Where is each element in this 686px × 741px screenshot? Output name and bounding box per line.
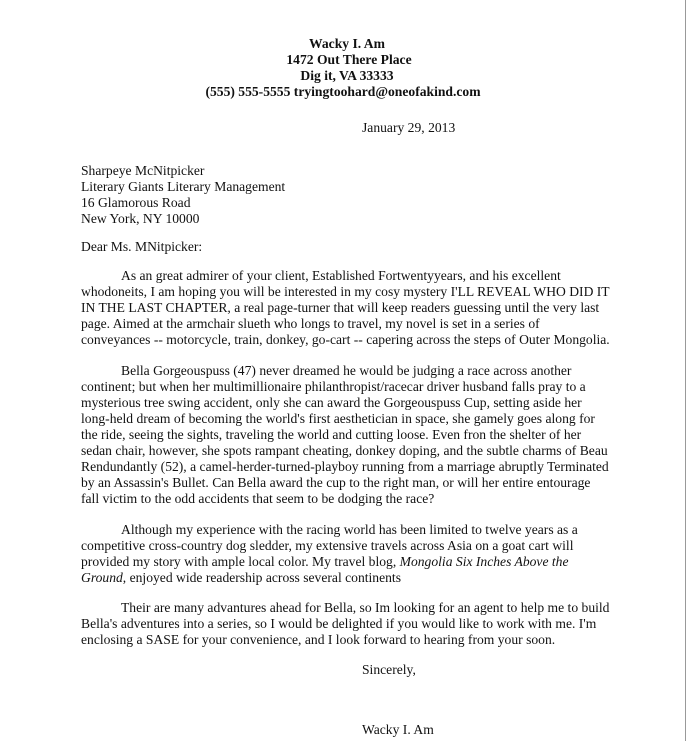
paragraph-closing: Their are many advantures ahead for Bella, so Im looking for an agent to help me to build Bella's adventures into a series, so I would be delighted if you would like to work with me. I'm enclosing a SASE for your convenience, and I look forward to hearing from your soon. (81, 600, 610, 647)
paragraph-synopsis: Bella Gorgeouspuss (47) never dreamed he would be judging a race across another continent; but when her multimillionaire philanthropist/racecar driver husband falls pray to a mysterious tree swing accident, only she can award the Gorgeouspuss Cup, setting aside her long-held dream of becoming the world's first aesthetician in space, she gamely goes along for the ride, seeing the sights, traveling the world and cutting loose. Even fron the shelter of her sedan chair, however, she spots rampant cheating, donkey doping, and the subtle charms of Beau Rendundantly (52), a camel-herder-turned-playboy running from a marriage abruptly Terminated by an Assassin's Bullet. Can Bella award the cup to the right man, or will her entire entourage fall victim to the odd accidents that seem to be dodging the race? (81, 363, 609, 506)
paragraph-intro (81, 268, 611, 348)
blog-title: Mongolia Six Inches Above the Ground (81, 554, 569, 585)
complimentary-close: Sincerely, (362, 662, 416, 677)
sender-street: 1472 Out There Place (286, 52, 412, 67)
recipient-address (81, 163, 285, 227)
recipient-city-state-zip: New York, NY 10000 (81, 211, 200, 226)
sender-city-state-zip: Dig it, VA 33333 (300, 68, 394, 83)
signature-name: Wacky I. Am (362, 722, 434, 737)
paragraph-bio (81, 522, 611, 586)
sender-name: Wacky I. Am (309, 36, 385, 51)
book-title: I'LL REVEAL WHO DID IT IN THE LAST CHAPTER (81, 284, 610, 315)
paragraph-bio-text: Although my experience with the racing world has been limited to twelve years as a competitive cross-country dog sledder, my extensive travels across Asia on a goat cart will provided my story with ample local color. My travel blog, (81, 522, 578, 569)
recipient-company: Literary Giants Literary Management (81, 179, 286, 194)
recipient-name: Sharpeye McNitpicker (81, 163, 205, 178)
paragraph-intro-text: As an great admirer of your client, Established Fortwentyyears, and his excellent whodoneits, I am hoping you will be interested in my cosy mystery (81, 268, 561, 299)
paragraph-intro-text-cont: , a real page-turner that will keep readers guessing until the very last page. Aimed at the armchair slueth who longs to travel, my novel is set in a series of conveyances -- motorcycle, train, donkey, go-cart -- capering across the steps of Outer Mongolia. (81, 300, 610, 347)
salutation: Dear Ms. MNitpicker: (81, 239, 203, 254)
letterhead (0, 36, 686, 100)
recipient-street: 16 Glamorous Road (81, 195, 191, 210)
sender-contact: (555) 555-5555 tryingtoohard@oneofakind.com (205, 84, 481, 99)
letter-date: January 29, 2013 (362, 120, 456, 135)
paragraph-bio-text-cont: , enjoyed wide readership across several continents (122, 570, 401, 585)
